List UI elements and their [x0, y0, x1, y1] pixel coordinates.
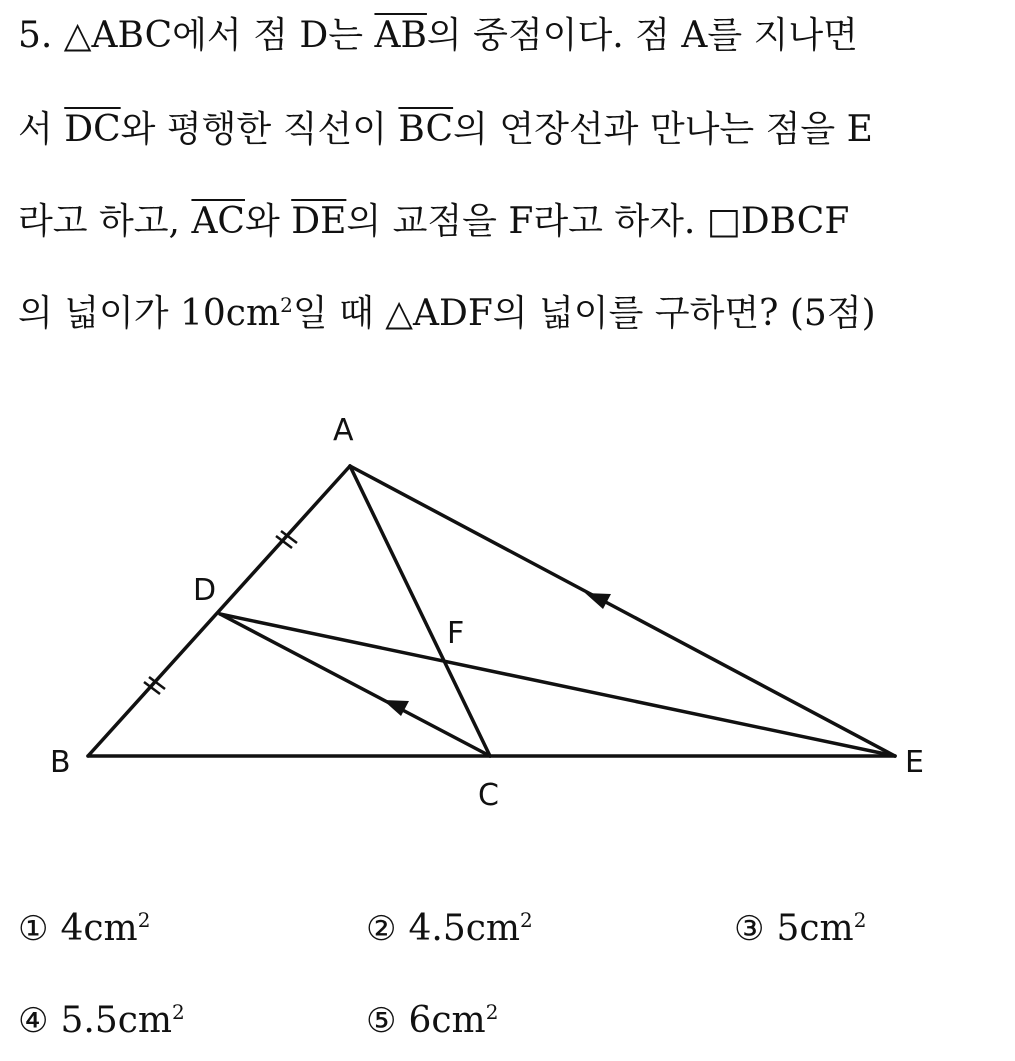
label-f: F — [447, 616, 465, 651]
geometry-figure — [0, 400, 1015, 820]
text-segment: 와 평행한 직선이 — [120, 109, 399, 150]
text-segment: 의 넓이가 10cm — [18, 293, 281, 334]
label-d: D — [193, 573, 217, 608]
label-c: C — [478, 778, 499, 813]
superscript: 2 — [520, 908, 533, 932]
choice-value: 5cm — [776, 908, 854, 949]
choice-value: 6cm — [408, 1000, 486, 1041]
choice-number: ③ — [734, 909, 765, 949]
arrow-on-ae — [585, 593, 611, 609]
segment-ac: $\overline{AC}$ — [191, 201, 245, 242]
superscript: 2 — [172, 1000, 185, 1024]
text-segment: 일 때 △ADF의 넓이를 구하면? (5점) — [292, 293, 876, 334]
choice-3[interactable] — [734, 908, 866, 949]
text-segment: 의 중점이다. 점 A를 지나면 — [426, 15, 858, 56]
label-e: E — [905, 745, 924, 780]
choice-number: ④ — [18, 1001, 49, 1041]
choice-number: ② — [366, 909, 397, 949]
superscript: 2 — [280, 293, 293, 317]
segment-bc: $\overline{BC}$ — [398, 109, 454, 150]
choice-number: ① — [18, 909, 49, 949]
superscript: 2 — [137, 908, 151, 932]
text-segment: 의 연장선과 만나는 점을 E — [453, 109, 873, 150]
superscript: 2 — [485, 1000, 499, 1024]
choice-value: 5.5cm — [60, 1000, 173, 1041]
segment-ae-line — [350, 466, 895, 756]
text-segment: 라고 하고, — [18, 201, 192, 242]
label-b: B — [50, 745, 71, 780]
segment-ab: $\overline{AB}$ — [374, 15, 427, 56]
segment-dc: $\overline{DC}$ — [64, 109, 121, 150]
choice-value: 4cm — [60, 908, 138, 949]
choice-1[interactable] — [18, 908, 150, 949]
text-segment: 서 — [18, 109, 65, 150]
question-line-4 — [18, 292, 876, 336]
choice-number: ⑤ — [366, 1001, 397, 1041]
segment-ac-line — [350, 466, 490, 756]
choice-4[interactable] — [18, 1000, 185, 1041]
text-segment: 와 — [244, 201, 292, 242]
text-segment: 5. △ABC에서 점 D는 — [18, 15, 375, 56]
segment-de: $\overline{DE}$ — [291, 201, 347, 242]
segment-de-line — [220, 614, 895, 756]
segment-ab-line — [88, 466, 350, 756]
question-line-1 — [18, 14, 858, 58]
label-a: A — [333, 413, 354, 448]
choice-5[interactable] — [366, 1000, 498, 1041]
superscript: 2 — [853, 908, 867, 932]
arrow-on-dc — [383, 700, 409, 716]
choice-2[interactable] — [366, 908, 533, 949]
text-segment: 의 교점을 F라고 하자. □DBCF — [346, 201, 850, 242]
choice-value: 4.5cm — [408, 908, 521, 949]
question-line-2 — [18, 108, 873, 152]
question-line-3 — [18, 200, 849, 244]
